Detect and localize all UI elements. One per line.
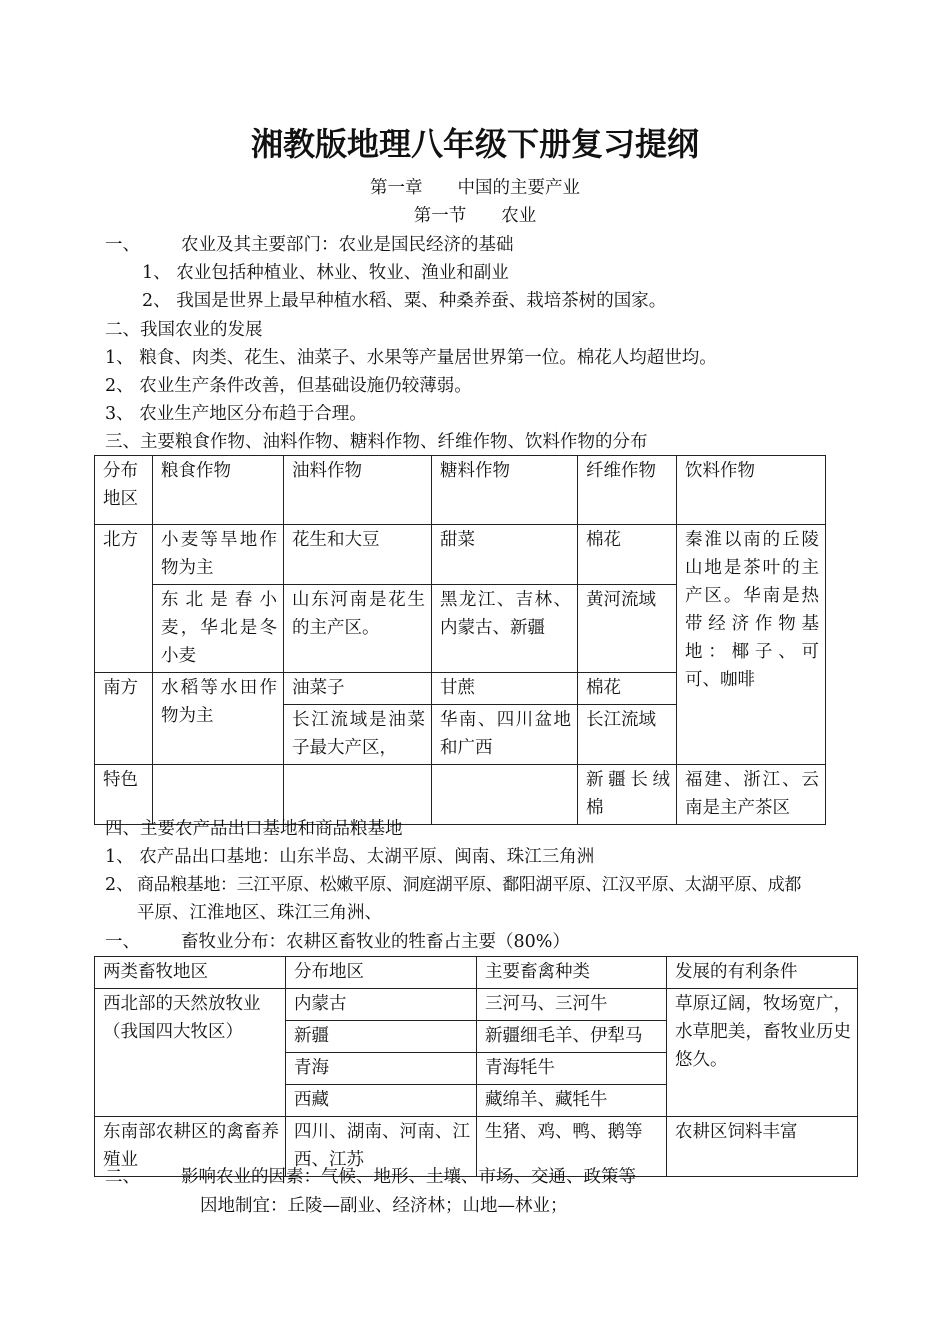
cell-area-xinjiang: 新疆 [286, 1021, 477, 1053]
header-conditions: 发展的有利条件 [667, 957, 858, 989]
crop-distribution-table [94, 455, 826, 825]
page-title: 湘教版地理八年级下册复习提纲 [250, 125, 699, 163]
cell-northwest-conditions: 草原辽阔，牧场宽广，水草肥美，畜牧业历史悠久。 [667, 989, 858, 1117]
cell-south-oil-1: 油菜子 [284, 673, 432, 705]
livestock-heading-number: 一、 [105, 932, 140, 952]
cell-special-sugar [432, 765, 578, 825]
cell-north-fiber-2: 黄河流域 [578, 585, 677, 673]
cell-north-grain-1: 小麦等旱地作物为主 [153, 525, 284, 585]
item-4-1: 1、 农产品出口基地：山东半岛、太湖平原、闽南、珠江三角洲 [105, 847, 595, 867]
item-1-text: 农业及其主要部门：农业是国民经济的基础 [181, 235, 514, 255]
cell-southeast-area: 四川、湖南、河南、江西、江苏 [286, 1117, 477, 1177]
cell-north-oil-2: 山东河南是花生的主产区。 [284, 585, 432, 673]
item-2-3: 3、 农业生产地区分布趋于合理。 [105, 404, 367, 424]
cell-north-sugar-2: 黑龙江、吉林、内蒙古、新疆 [432, 585, 578, 673]
chapter-heading: 第一章 中国的主要产业 [370, 178, 580, 198]
cell-kind-inner-mongolia: 三河马、三河牛 [477, 989, 667, 1021]
header-sugar: 糖料作物 [432, 456, 578, 525]
cell-kind-xinjiang: 新疆细毛羊、伊犁马 [477, 1021, 667, 1053]
header-oil: 油料作物 [284, 456, 432, 525]
item-2-2: 2、 农业生产条件改善，但基础设施仍较薄弱。 [105, 376, 472, 396]
livestock-table [94, 956, 858, 1177]
cell-southeast-conditions: 农耕区饲料丰富 [667, 1117, 858, 1177]
item-4-2-line2: 平原、江淮地区、珠江三角洲、 [137, 903, 382, 923]
header-area: 分布地区 [286, 957, 477, 989]
cell-north-oil-1: 花生和大豆 [284, 525, 432, 585]
cell-north-sugar-1: 甜菜 [432, 525, 578, 585]
item-1-number: 一、 [105, 235, 140, 255]
four-pastoral-areas-note: （我国四大牧区） [103, 1022, 243, 1042]
cell-special-drink: 福建、浙江、云南是主产茶区 [677, 765, 826, 825]
region-south: 南方 [95, 673, 153, 765]
factors-text: 影响农业的因素：气候、地形、土壤、市场、交通、政策等 [181, 1167, 636, 1187]
cell-south-oil-2: 长江流域是油菜子最大产区， [284, 705, 432, 765]
header-livestock-region: 两类畜牧地区 [95, 957, 286, 989]
item-4-heading: 四、主要农产品出口基地和商品粮基地 [105, 819, 403, 839]
cell-area-inner-mongolia: 内蒙古 [286, 989, 477, 1021]
livestock-heading-text: 畜牧业分布：农耕区畜牧业的牲畜占主要（80%） [181, 932, 570, 952]
northwest-pastoral-label: 西北部的天然放牧业 [103, 994, 261, 1014]
item-1-1: 1、 农业包括种植业、林业、牧业、渔业和副业 [142, 263, 509, 283]
cell-northwest-pastoral [95, 989, 286, 1117]
cell-area-tibet: 西藏 [286, 1085, 477, 1117]
cell-special-fiber: 新疆长绒棉 [578, 765, 677, 825]
cell-south-fiber-1: 棉花 [578, 673, 677, 705]
cell-southeast-farming: 东南部农耕区的禽畜养殖业 [95, 1117, 286, 1177]
cell-kind-qinghai: 青海牦牛 [477, 1053, 667, 1085]
cell-south-sugar-1: 甘蔗 [432, 673, 578, 705]
cell-south-grain: 水稻等水田作物为主 [153, 673, 284, 765]
item-4-2-line1: 商品粮基地：三江平原、松嫩平原、洞庭湖平原、鄱阳湖平原、江汉平原、太湖平原、成都 [137, 875, 801, 895]
cell-north-fiber-1: 棉花 [578, 525, 677, 585]
item-3-heading: 三、主要粮食作物、油料作物、糖料作物、纤维作物、饮料作物的分布 [105, 432, 648, 452]
cell-kind-tibet: 藏绵羊、藏牦牛 [477, 1085, 667, 1117]
item-4-2-number: 2、 [105, 875, 134, 895]
item-2-1: 1、 粮食、肉类、花生、油菜子、水果等产量居世界第一位。棉花人均超世均。 [105, 348, 717, 368]
region-north: 北方 [95, 525, 153, 673]
header-drink: 饮料作物 [677, 456, 826, 525]
section-heading: 第一节 农业 [413, 206, 537, 226]
cell-south-sugar-2: 华南、四川盆地和广西 [432, 705, 578, 765]
header-kinds: 主要畜禽种类 [477, 957, 667, 989]
cell-area-qinghai: 青海 [286, 1053, 477, 1085]
item-1-2: 2、 我国是世界上最早种植水稻、粟、种桑养蚕、栽培茶树的国家。 [142, 291, 667, 311]
cell-north-grain-2: 东北是春小麦，华北是冬小麦 [153, 585, 284, 673]
region-special: 特色 [95, 765, 153, 825]
header-fiber: 纤维作物 [578, 456, 677, 525]
local-conditions-line: 因地制宜：丘陵—副业、经济林；山地—林业； [200, 1196, 568, 1216]
item-2-heading: 二、我国农业的发展 [105, 320, 263, 340]
factors-number: 二、 [105, 1167, 140, 1187]
header-grain: 粮食作物 [153, 456, 284, 525]
cell-southeast-kinds: 生猪、鸡、鸭、鹅等 [477, 1117, 667, 1177]
cell-drink-main: 秦淮以南的丘陵山地是茶叶的主产区。华南是热带经济作物基地：椰子、可可、咖啡 [677, 525, 826, 765]
header-region: 分布地区 [95, 456, 153, 525]
cell-south-fiber-2: 长江流域 [578, 705, 677, 765]
